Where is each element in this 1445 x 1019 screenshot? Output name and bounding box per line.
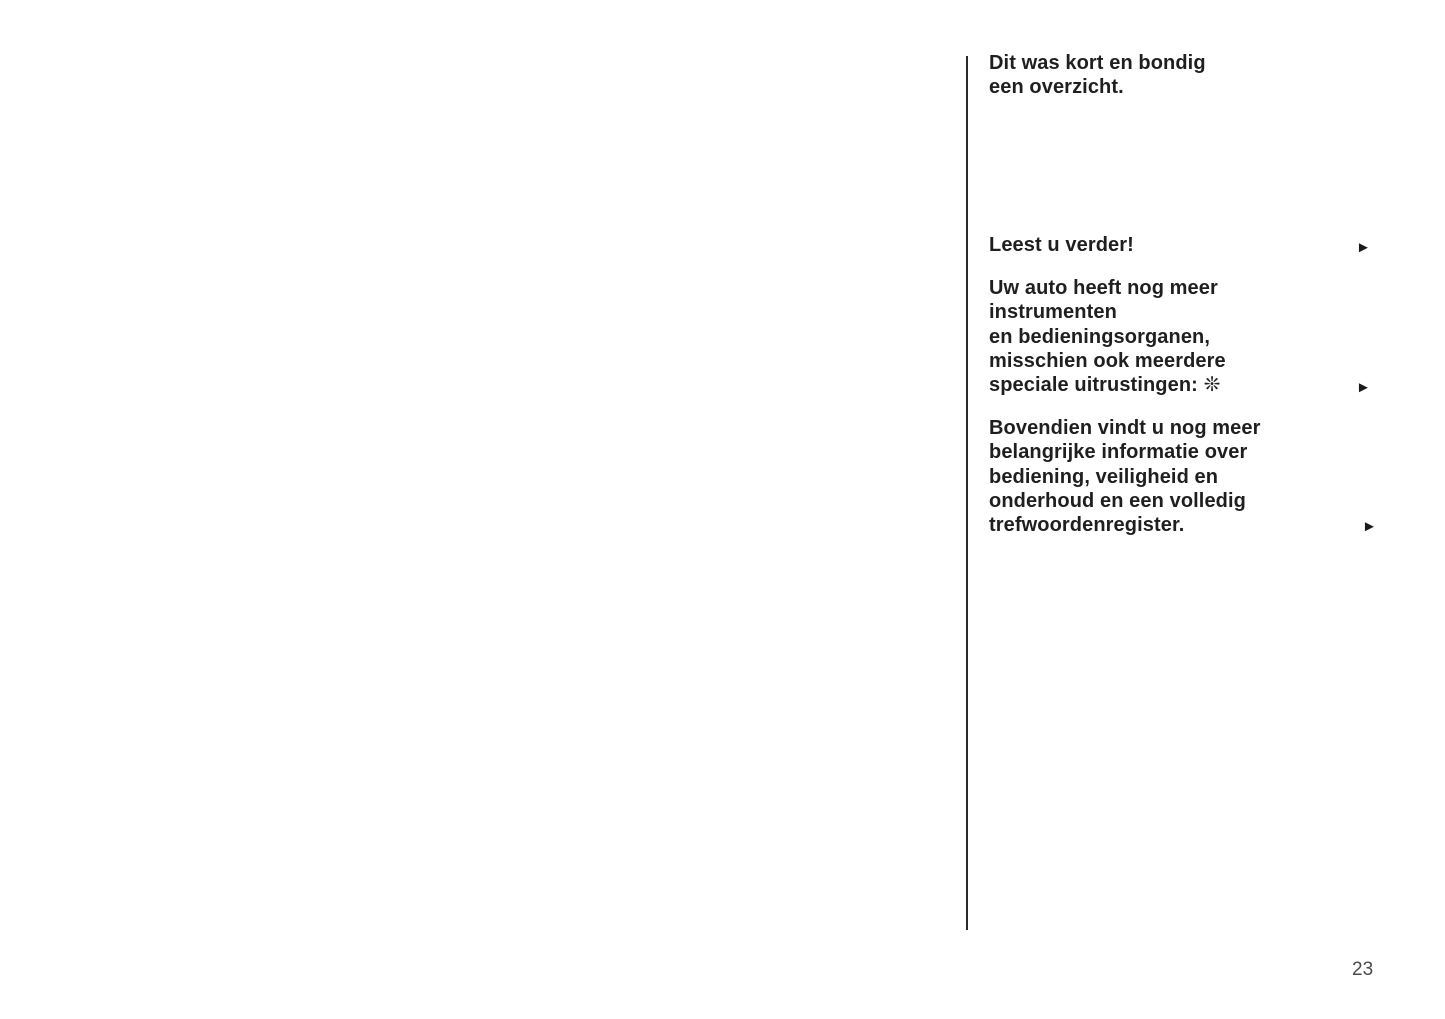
paragraph-line: misschien ook meerdere xyxy=(989,349,1226,372)
arrow-right-icon: ► xyxy=(1356,239,1371,256)
paragraph-line: Bovendien vindt u nog meer xyxy=(989,417,1261,439)
paragraph-line: onderhoud en een volledig xyxy=(989,489,1246,512)
read-on-text: Leest u verder! xyxy=(989,234,1134,256)
paragraph-line: Uw auto heeft nog meer xyxy=(989,277,1218,299)
intro-paragraph xyxy=(989,51,1389,100)
more-info-paragraph xyxy=(989,416,1389,537)
intro-line: Dit was kort en bondig xyxy=(989,52,1206,74)
paragraph-line: instrumenten xyxy=(989,301,1117,324)
arrow-right-icon: ► xyxy=(1356,379,1371,396)
column-divider-line xyxy=(966,56,968,930)
more-instruments-paragraph xyxy=(989,276,1389,397)
paragraph-line: trefwoordenregister. xyxy=(989,514,1185,537)
paragraph-line: speciale uitrustingen: ❊ xyxy=(989,374,1221,397)
intro-line: een overzicht. xyxy=(989,76,1124,99)
arrow-right-icon: ► xyxy=(1362,518,1377,535)
paragraph-line: bediening, veiligheid en xyxy=(989,465,1219,488)
page-number: 23 xyxy=(1352,959,1374,980)
read-on-heading xyxy=(989,233,1389,257)
paragraph-line: en bedieningsorganen, xyxy=(989,325,1211,348)
paragraph-line: belangrijke informatie over xyxy=(989,441,1248,464)
